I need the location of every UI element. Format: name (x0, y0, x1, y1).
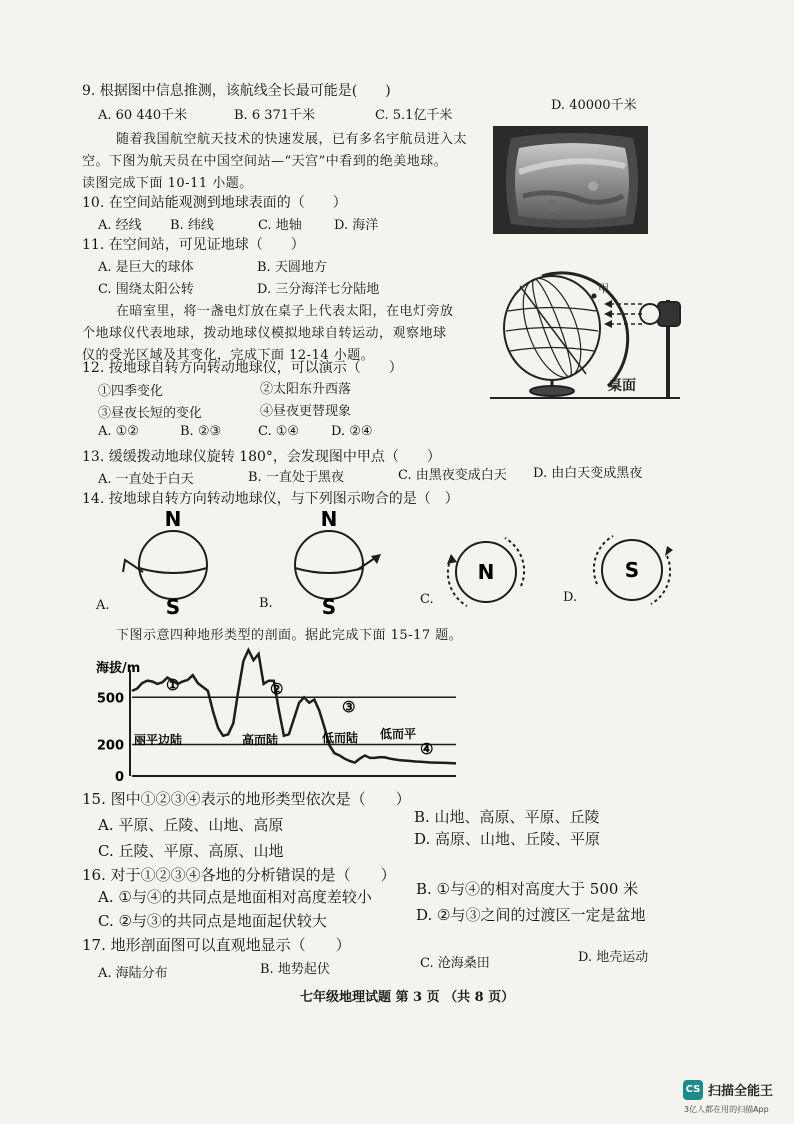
q10-stem: 10. 在空间站能观测到地球表面的（ ） (82, 195, 347, 211)
q9-option-c: C. 5.1亿千米 (375, 108, 453, 123)
q14-c-center-label: N (477, 560, 495, 584)
q14-a-south-label: S (165, 595, 181, 619)
region-marker-1: ① (166, 676, 180, 694)
intro-10-11-line3: 读图完成下面 10-11 小题。 (82, 176, 253, 191)
q14-d-center-label: S (624, 558, 640, 582)
terrain-profile-chart (84, 650, 464, 785)
point-jia-marker (592, 294, 597, 299)
q17-option-a: A. 海陆分布 (98, 966, 168, 981)
q16-option-a: A. ①与④的共同点是地面相对高度差较小 (98, 888, 372, 906)
q15-option-d: D. 高原、山地、丘陵、平原 (414, 830, 601, 848)
region-marker-3: ③ (342, 698, 356, 716)
q17-option-b: B. 地势起伏 (260, 962, 330, 977)
intro-12-14-line3: 仪的受光区域及其变化，完成下面 12-14 小题。 (82, 348, 375, 363)
q14-b-north-label: N (320, 507, 338, 531)
region-marker-4: ④ (420, 740, 434, 758)
q14-stem: 14. 按地球自转方向转动地球仪，与下列图示吻合的是（ ） (82, 491, 459, 507)
q12-option-b: B. ②③ (180, 424, 222, 439)
q12-item-4: ④昼夜更替现象 (260, 404, 352, 419)
q14-option-d: D. (563, 590, 578, 605)
q14-option-c: C. (420, 592, 434, 607)
q15-option-a: A. 平原、丘陵、山地、高原 (98, 816, 284, 834)
q12-item-2: ②太阳东升西落 (260, 382, 352, 397)
q14-option-b: B. (259, 596, 273, 611)
q9-stem: 9. 根据图中信息推测，该航线全长最可能是( ) (82, 83, 391, 99)
q11-stem: 11. 在空间站，可见证地球（ ） (82, 237, 305, 253)
q14-b-arrow (357, 558, 375, 570)
y-tick-label-2: 500 (96, 691, 124, 707)
region-label-2: 高而陆 (242, 733, 279, 747)
q16-option-d: D. ②与③之间的过渡区一定是盆地 (416, 906, 646, 924)
q9-option-d: D. 40000千米 (551, 98, 637, 113)
desk-label: 桌面 (608, 378, 636, 394)
intro-12-14-line2: 个地球仪代表地球，拨动地球仪模拟地球自转运动，观察地球 (82, 326, 447, 341)
q17-option-d: D. 地壳运动 (578, 950, 649, 965)
q14-a-globe (139, 531, 207, 599)
q9-option-b: B. 6 371千米 (234, 108, 316, 123)
scanner-app-name: 扫描全能王 (708, 1084, 774, 1099)
q16-option-c: C. ②与③的共同点是地面起伏较大 (98, 912, 327, 930)
q10-option-c: C. 地轴 (258, 218, 302, 233)
q12-stem: 12. 按地球自转方向转动地球仪，可以演示（ ） (82, 360, 403, 376)
q11-option-a: A. 是巨大的球体 (98, 260, 194, 275)
region-label-4: 低而平 (380, 727, 417, 741)
q13-option-d: D. 由白天变成黑夜 (533, 466, 643, 481)
q11-option-b: B. 天圆地方 (257, 260, 327, 275)
scanner-logo-icon: CS (683, 1080, 703, 1100)
y-tick-label-1: 200 (96, 738, 124, 754)
q14-b-globe (295, 531, 363, 599)
q10-option-d: D. 海洋 (334, 218, 379, 233)
q12-option-c: C. ①④ (258, 424, 300, 439)
intro-15-17: 下图示意四种地形类型的剖面。据此完成下面 15-17 题。 (116, 628, 463, 643)
chart-ylabel: 海拔/m (96, 661, 141, 676)
q14-a-north-label: N (164, 507, 182, 531)
q17-stem: 17. 地形剖面图可以直观地显示（ ） (82, 936, 351, 954)
q17-option-c: C. 沧海桑田 (420, 956, 490, 971)
q16-stem: 16. 对于①②③④各地的分析错误的是（ ） (82, 866, 396, 884)
q15-option-c: C. 丘陵、平原、高原、山地 (98, 842, 284, 860)
q15-option-b: B. 山地、高原、平原、丘陵 (414, 808, 600, 826)
region-marker-2: ② (270, 680, 284, 698)
y-tick-label-0: 0 (114, 770, 124, 785)
q13-option-c: C. 由黑夜变成白天 (398, 468, 507, 483)
point-jia-label: 甲 (598, 282, 609, 295)
region-label-1: 丽平边陆 (134, 733, 183, 747)
q15-stem: 15. 图中①②③④表示的地形类型依次是（ ） (82, 790, 411, 808)
q13-stem: 13. 缓缓拨动地球仪旋转 180°，会发现图中甲点（ ） (82, 449, 441, 465)
q16-option-b: B. ①与④的相对高度大于 500 米 (416, 880, 639, 898)
globe-lamp-figure (490, 256, 705, 406)
q12-item-1: ①四季变化 (98, 384, 164, 399)
q13-option-b: B. 一直处于黑夜 (248, 470, 344, 485)
q11-option-c: C. 围绕太阳公转 (98, 282, 194, 297)
page-footer: 七年级地理试题 第 3 页 （共 8 页） (300, 990, 515, 1005)
q13-option-a: A. 一直处于白天 (98, 472, 194, 487)
q12-item-3: ③昼夜长短的变化 (98, 406, 203, 421)
q14-option-a: A. (96, 598, 110, 613)
intro-10-11-line2: 空。下图为航天员在中国空间站—“天宫”中看到的绝美地球。 (82, 154, 448, 169)
q11-option-d: D. 三分海洋七分陆地 (257, 282, 380, 297)
intro-12-14-line1: 在暗室里，将一盏电灯放在桌子上代表太阳，在电灯旁放 (116, 304, 454, 319)
region-label-3: 低而陆 (322, 731, 359, 745)
intro-10-11-line1: 随着我国航空航天技术的快速发展，已有多名宇航员进入太 (116, 132, 468, 147)
q14-b-south-label: S (321, 595, 337, 619)
q9-option-a: A. 60 440千米 (98, 108, 188, 123)
q12-option-d: D. ②④ (331, 424, 373, 439)
q10-option-b: B. 纬线 (170, 218, 214, 233)
scanner-tagline: 3亿人都在用的扫描App (684, 1105, 769, 1114)
space-station-window-photo (493, 126, 648, 234)
q10-option-a: A. 经线 (98, 218, 142, 233)
q12-option-a: A. ①② (98, 424, 139, 439)
